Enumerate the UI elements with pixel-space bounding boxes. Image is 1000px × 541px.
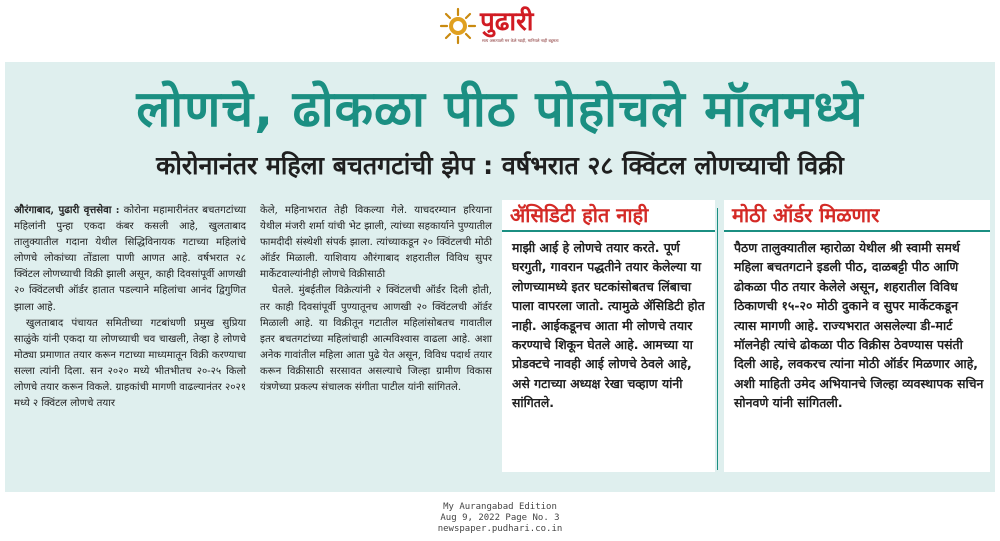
article-paragraph — [14, 203, 246, 316]
column-divider — [717, 208, 718, 470]
logo-wordmark: पुढारी — [480, 7, 534, 37]
masthead — [0, 0, 1000, 60]
box-title: मोठी ऑर्डर मिळणार — [724, 200, 990, 232]
sidebar-box-acidity — [502, 200, 715, 472]
edition-footer — [0, 502, 1000, 535]
edition-date-page: Aug 9, 2022 Page No. 3 — [440, 513, 560, 523]
edition-name: My Aurangabad Edition — [443, 502, 557, 512]
article-paragraph: घेतले. मुंबईतील विक्रेत्यांनी २ क्विंटलची ऑर्डर दिली होती, तर काही दिवसांपूर्वी पुण्यातूनच आणखी २० क्विंटलची ऑर्डर मिळाली आहे. या विक्रीतून गटातील महिलांसोबतच गावातील इतर बचतगटांच्या महिलांचाही आत्मविश्वास वाढला आहे. अशा अनेक गावांतील महिला आता पुढे येत असून, विविध पदार्थ तयार करून विक्रीसाठी सरसावत असल्याचे जिल्हा ग्रामीण विकास यंत्रणेच्या प्रकल्प संचालक संगीता पाटील यांनी सांगितले. — [260, 285, 492, 394]
article-headline: लोणचे, ढोकळा पीठ पोहोचले मॉलमध्ये — [136, 80, 864, 138]
article-dateline: औरंगाबाद, पुढारी वृत्तसेवा : — [14, 205, 120, 216]
box-title: ॲसिडिटी होत नाही — [502, 200, 715, 232]
newspaper-logo[interactable] — [438, 6, 570, 52]
box-paragraph: माझी आई हे लोणचे तयार करते. पूर्ण घरगुती, गावरान पद्धतीने तयार केलेल्या या लोणच्यामध्ये इतर घटकांसोबतच लिंबाचा पाला वापरला जातो. त्यामुळे ॲसिडिटी होत नाही. आईकडूनच आता मी लोणचे तयार करण्याचे शिकून घेतले आहे. आमच्या या प्रोडक्टचे नावही आई लोणचे ठेवले आहे, असे गटाच्या अध्यक्ष रेखा चव्हाण यांनी सांगितले. — [512, 240, 705, 411]
sidebar-box-big-order — [724, 200, 990, 472]
box-body — [502, 232, 715, 413]
article-paragraph: खुलताबाद पंचायत समितीच्या गटबांधणी प्रमुख सुप्रिया साळुंके यांनी एकदा या लोणच्याची चव चाखली, तेव्हा हे लोणचे मोठ्या प्रमाणात तयार करून गटाच्या माध्यमातून विक्री करण्याचा सल्ला त्यांनी दिला. सन २०२० मध्ये भीतभीतच २०-२५ किलो लोणचे तयार करून विकले. ग्राहकांची मागणी वाढल्यानंतर २०२१ मध्ये २ क्विंटल लोणचे तयार — [14, 317, 246, 410]
news-clipping — [5, 62, 995, 492]
box-paragraph: पैठण तालुक्यातील म्हारोळा येथील श्री स्वामी समर्थ महिला बचतगटाने इडली पीठ, दाळबट्टी पीठ आणि ढोकळा पीठ तयार केलेले असून, शहरातील विविध ठिकाणची १५-२० मोठी दुकाने व सुपर मार्केटकडून त्यास मागणी आहे. राज्यभरात असलेल्या डी-मार्ट मॉलनेही त्यांचे ढोकळा पीठ विक्रीस ठेवण्यास पसंती दिली आहे, लवकरच त्यांना मोठी ऑर्डर मिळणार आहे, अशी माहिती उमेद अभियानचे जिल्हा व्यवस्थापक सचिन सोनवणे यांनी सांगितली. — [734, 240, 984, 411]
article-subheadline: कोरोनानंतर महिला बचतगटांची झेप : वर्षभरात २८ क्विंटल लोणच्याची विक्री — [156, 151, 844, 180]
article-column-2 — [260, 203, 492, 396]
article-body — [14, 203, 492, 475]
article-paragraph: केले, महिनाभरात तेही विकल्या गेले. याचदरम्यान हरियाना येथील मंजरी शर्मा यांची भेट झाली, त्यांच्या सहकार्याने पुण्यातील फामदीदी संस्थेशी संपर्क झाला. त्यांच्याकडून २० क्विंटलची मोठी ऑर्डर मिळाली. याशिवाय औरंगाबाद शहरातील विविध सुपर मार्केटवाल्यांनीही लोणचे विक्रीसाठी — [260, 205, 492, 281]
paragraph-text: कोरोना महामारीनंतर बचतगटांच्या महिलांनी पुन्हा एकदा कंबर कसली आहे, खुलताबाद तालुक्यातील गदाना येथील सिद्धिविनायक गटाच्या महिलांचे लोणचे लोकांच्या तोंडाला पाणी आणत आहे. वर्षभरात २८ क्विंटल लोणच्याची विक्री झाली असून, काही दिवसांपूर्वी आणखी २० क्विंटलची ऑर्डर हातात पडल्याने महिलांचा आनंद द्विगुणित झाला आहे. — [14, 205, 247, 313]
edition-site-link[interactable]: newspaper.pudhari.co.in — [437, 524, 563, 534]
article-column-1 — [14, 203, 246, 412]
logo-tagline: सत्य असत्याशी मन केले ग्वाही, मानियले नाही बहुमता — [482, 38, 559, 43]
sun-emblem-icon — [438, 6, 478, 46]
box-body — [724, 232, 990, 413]
